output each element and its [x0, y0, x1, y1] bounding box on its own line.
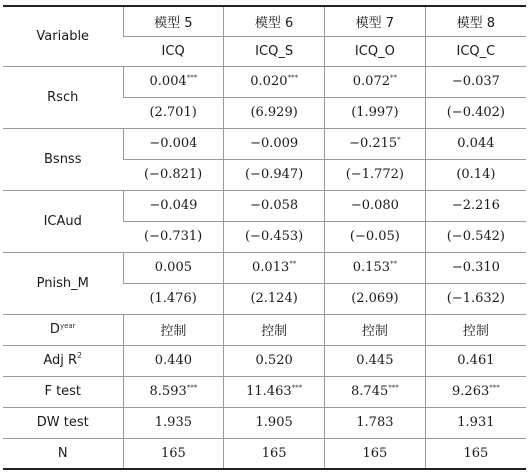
coef-value: 0.004 [149, 74, 187, 89]
stat-cell [325, 376, 426, 407]
variable-name: Pnish_M [3, 252, 123, 314]
f-test-label: F test [3, 376, 123, 407]
significance-stars: ** [389, 260, 397, 268]
coef-cell [123, 128, 224, 159]
stat-cell: 1.935 [123, 407, 224, 438]
tstat-cell: (1.476) [123, 283, 224, 314]
coef-value: −0.080 [350, 198, 399, 213]
coef-value: −0.009 [250, 136, 299, 151]
tstat-cell: (−0.05) [325, 221, 426, 252]
coef-cell [425, 128, 526, 159]
coef-value: −2.216 [451, 198, 500, 213]
model-header: 模型 5 [123, 6, 224, 36]
coef-value: −0.037 [451, 74, 500, 89]
stat-cell: 165 [224, 438, 325, 469]
coef-row [3, 190, 526, 221]
n-row [3, 438, 526, 469]
variable-name: Bsnss [3, 128, 123, 190]
coef-cell [123, 190, 224, 221]
significance-stars: *** [388, 384, 399, 392]
coef-cell [325, 128, 426, 159]
stat-cell: 1.783 [325, 407, 426, 438]
coef-cell [224, 128, 325, 159]
tstat-cell: (2.701) [123, 97, 224, 128]
control-cell: 控制 [425, 314, 526, 345]
coef-cell [123, 66, 224, 97]
f-test-row [3, 376, 526, 407]
coef-cell [123, 252, 224, 283]
coef-cell [425, 66, 526, 97]
stat-cell: 0.461 [425, 345, 526, 376]
tstat-cell: (−0.731) [123, 221, 224, 252]
stat-value: 11.463 [246, 384, 292, 399]
stat-cell: 0.520 [224, 345, 325, 376]
coef-value: 0.020 [250, 74, 288, 89]
header-row-models [3, 6, 526, 36]
coef-row [3, 252, 526, 283]
tstat-cell: (2.124) [224, 283, 325, 314]
significance-stars: *** [291, 384, 303, 392]
tstat-cell: (−0.453) [224, 221, 325, 252]
n-label: N [3, 438, 123, 469]
coef-row [3, 66, 526, 97]
significance-stars: *** [489, 384, 500, 392]
coef-cell [425, 190, 526, 221]
coef-cell [224, 252, 325, 283]
dw-test-row [3, 407, 526, 438]
coef-cell [425, 252, 526, 283]
coef-row [3, 128, 526, 159]
significance-stars: * [397, 136, 401, 144]
stat-cell [123, 376, 224, 407]
label-superscript: year [59, 322, 76, 330]
model-header: 模型 8 [425, 6, 526, 36]
tstat-cell: (0.14) [425, 159, 526, 190]
tstat-cell: (2.069) [325, 283, 426, 314]
stat-value: 9.263 [452, 384, 490, 399]
stat-cell: 0.440 [123, 345, 224, 376]
variable-header: Variable [3, 6, 123, 66]
coef-value: 0.013 [252, 260, 290, 275]
coef-cell [325, 66, 426, 97]
label-base: D [49, 322, 60, 337]
significance-stars: ** [389, 74, 397, 82]
year-dummy-label [3, 314, 123, 345]
label-superscript: 2 [77, 351, 83, 360]
tstat-cell: (−0.402) [425, 97, 526, 128]
stat-cell [425, 376, 526, 407]
label-base: Adj R [43, 353, 78, 368]
tstat-cell: (1.997) [325, 97, 426, 128]
year-dummy-row [3, 314, 526, 345]
coef-value: 0.005 [154, 260, 192, 275]
stat-cell: 165 [325, 438, 426, 469]
dependent-header: ICQ_O [325, 36, 426, 66]
dependent-header: ICQ [123, 36, 224, 66]
control-cell: 控制 [123, 314, 224, 345]
coef-value: 0.072 [352, 74, 390, 89]
variable-name: ICAud [3, 190, 123, 252]
coef-value: −0.049 [149, 198, 198, 213]
tstat-cell: (−1.632) [425, 283, 526, 314]
coef-value: −0.058 [250, 198, 299, 213]
significance-stars: ** [289, 260, 297, 268]
stat-cell: 1.905 [224, 407, 325, 438]
dependent-header: ICQ_S [224, 36, 325, 66]
tstat-cell: (−0.947) [224, 159, 325, 190]
tstat-cell: (6.929) [224, 97, 325, 128]
significance-stars: *** [186, 74, 198, 82]
coef-value: −0.310 [451, 260, 500, 275]
coef-cell [325, 252, 426, 283]
coef-cell [224, 66, 325, 97]
coef-value: 0.153 [352, 260, 390, 275]
coef-cell [325, 190, 426, 221]
model-header: 模型 7 [325, 6, 426, 36]
stat-cell: 165 [425, 438, 526, 469]
model-header: 模型 6 [224, 6, 325, 36]
significance-stars: *** [186, 384, 198, 392]
dw-test-label: DW test [3, 407, 123, 438]
adj-r2-row [3, 345, 526, 376]
stat-cell: 0.445 [325, 345, 426, 376]
coef-value: 0.044 [457, 136, 495, 151]
stat-cell: 1.931 [425, 407, 526, 438]
significance-stars: *** [287, 74, 298, 82]
coef-cell [224, 190, 325, 221]
control-cell: 控制 [224, 314, 325, 345]
tstat-cell: (−0.821) [123, 159, 224, 190]
stat-value: 8.745 [351, 384, 389, 399]
dependent-header: ICQ_C [425, 36, 526, 66]
coef-value: −0.004 [149, 136, 198, 151]
adj-r2-label [3, 345, 123, 376]
regression-table [3, 5, 526, 470]
variable-name: Rsch [3, 66, 123, 128]
coef-value: −0.215 [349, 136, 398, 151]
stat-cell [224, 376, 325, 407]
tstat-cell: (−0.542) [425, 221, 526, 252]
control-cell: 控制 [325, 314, 426, 345]
stat-value: 8.593 [149, 384, 187, 399]
stat-cell: 165 [123, 438, 224, 469]
tstat-cell: (−1.772) [325, 159, 426, 190]
